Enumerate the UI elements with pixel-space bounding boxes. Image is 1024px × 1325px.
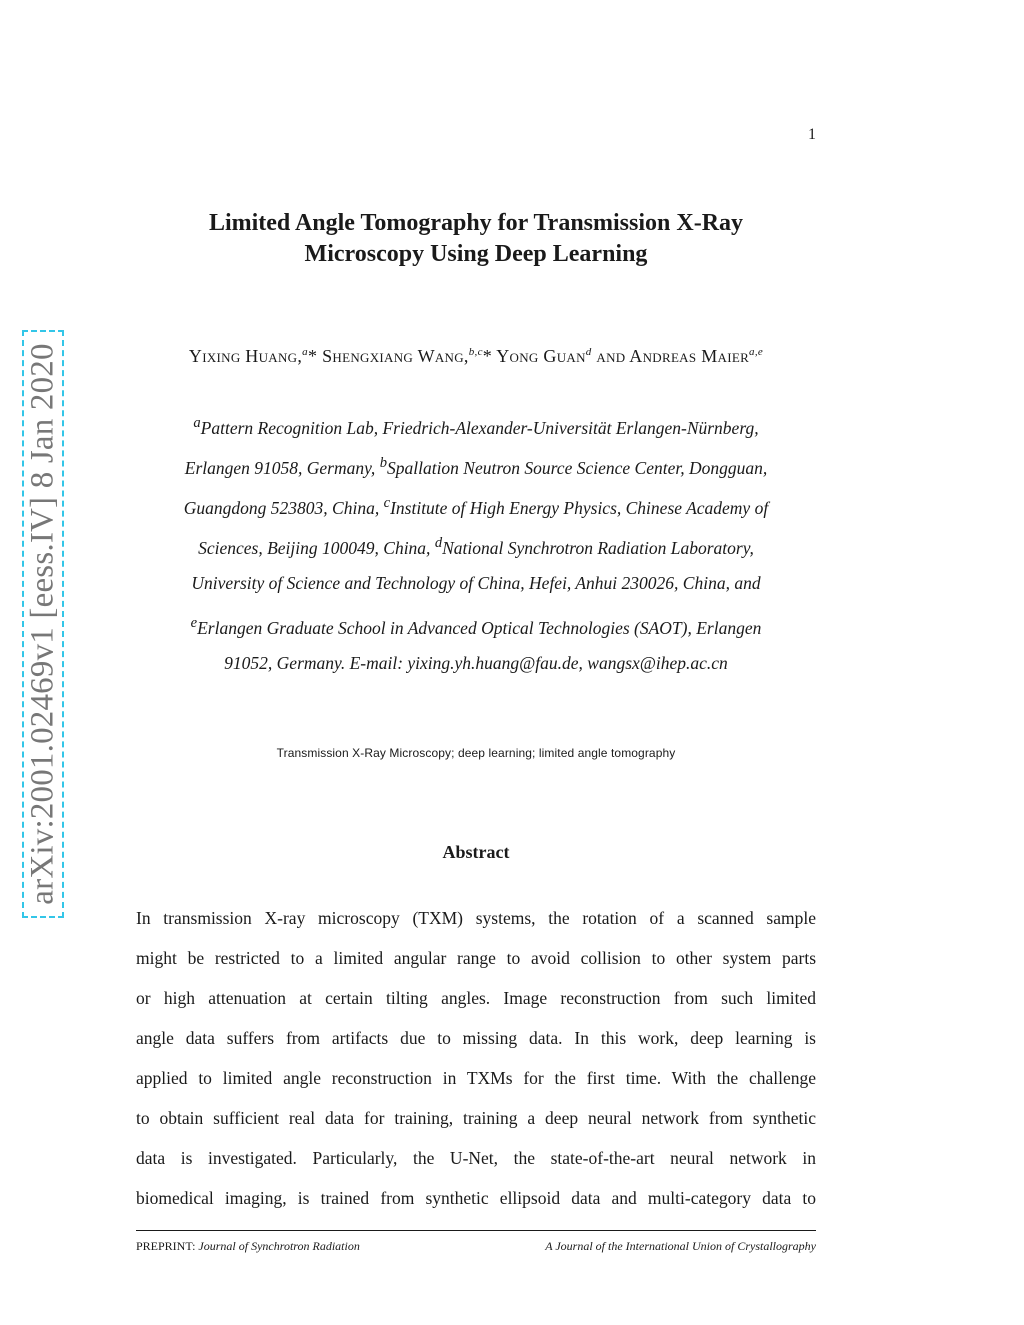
corresponding-mark: *	[307, 346, 318, 366]
author-connector: and	[596, 346, 626, 366]
affiliation-mark: d	[434, 535, 443, 551]
journal-union: A Journal of the International Union of Crystallography	[545, 1239, 816, 1253]
abstract-line: might be restricted to a limited angular range to avoid collision to other system parts	[136, 948, 816, 968]
affiliation-text: Institute of High Energy Physics, Chinese Academy of	[390, 497, 769, 518]
footer-rule	[136, 1230, 816, 1231]
affiliation-prefix: Erlangen 91058, Germany,	[184, 457, 380, 478]
affiliation-line	[136, 445, 816, 485]
abstract-line: or high attenuation at certain tilting angles. Image reconstruction from such limited	[136, 988, 816, 1008]
author-name: Yixing Huang,	[188, 346, 303, 366]
abstract-heading: Abstract	[442, 842, 510, 862]
affiliation-line	[136, 525, 816, 565]
title-line-2: Microscopy Using Deep Learning	[304, 241, 648, 267]
affiliation-text: National Synchrotron Radiation Laboratory,	[442, 537, 754, 558]
affiliation-line	[136, 485, 816, 525]
arxiv-stamp	[22, 330, 64, 918]
affiliation-line	[136, 605, 816, 645]
affiliation-mark: e	[190, 615, 198, 631]
author-affiliation-mark: b,c	[468, 346, 483, 358]
abstract-line: biomedical imaging, is trained from synthetic ellipsoid data and multi-category data to	[136, 1188, 816, 1208]
abstract-line: angle data suffers from artifacts due to missing data. In this work, deep learning is	[136, 1028, 816, 1048]
author-name: Andreas Maier	[629, 346, 750, 366]
author-affiliation-mark: d	[585, 346, 592, 358]
corresponding-mark: *	[482, 346, 493, 366]
affiliations-block	[136, 405, 816, 685]
affiliation-mark: b	[379, 455, 387, 471]
abstract-line: In transmission X-ray microscopy (TXM) systems, the rotation of a scanned sample	[136, 908, 816, 928]
affiliation-text: Spallation Neutron Source Science Center, Dongguan,	[386, 457, 768, 478]
preprint-label: PREPRINT:	[136, 1239, 196, 1253]
affiliation-prefix: Guangdong 523803, China,	[183, 497, 384, 518]
affiliation-text: Pattern Recognition Lab, Friedrich-Alexander-Universität Erlangen-Nürnberg,	[200, 417, 759, 438]
abstract-body	[136, 900, 816, 1220]
affiliation-line	[136, 565, 816, 605]
footer-left	[136, 1239, 360, 1254]
author-affiliation-mark: a,e	[749, 346, 764, 358]
author-list	[136, 346, 816, 367]
affiliation-line	[136, 405, 816, 445]
author-affiliation-mark: a	[302, 346, 308, 358]
paper-title	[136, 208, 816, 270]
page-number: 1	[808, 126, 816, 143]
affiliation-line	[136, 645, 816, 685]
title-line-1: Limited Angle Tomography for Transmission X-Ray	[208, 210, 744, 236]
affiliation-prefix: Sciences, Beijing 100049, China,	[198, 537, 435, 558]
affiliation-mark: a	[193, 415, 201, 431]
journal-name: Journal of Synchrotron Radiation	[198, 1239, 360, 1253]
author-name: Shengxiang Wang,	[322, 346, 469, 366]
abstract-line: to obtain sufficient real data for training, training a deep neural network from synthetic	[136, 1108, 816, 1128]
arxiv-identifier: arXiv:2001.02469v1 [eess.IV] 8 Jan 2020	[24, 343, 61, 905]
affiliation-text: University of Science and Technology of China, Hefei, Anhui 230026, China, and	[191, 573, 761, 593]
page-footer	[136, 1239, 816, 1254]
abstract-line: data is investigated. Particularly, the U-Net, the state-of-the-art neural network in	[136, 1148, 816, 1168]
affiliation-text: Erlangen Graduate School in Advanced Optical Technologies (SAOT), Erlangen	[197, 617, 762, 638]
keywords: Transmission X-Ray Microscopy; deep learning; limited angle tomography	[276, 746, 676, 760]
author-name: Yong Guan	[496, 346, 586, 366]
affiliation-mark: c	[383, 495, 391, 511]
affiliation-text: 91052, Germany. E-mail: yixing.yh.huang@fau.de, wangsx@ihep.ac.cn	[224, 653, 728, 673]
abstract-line: applied to limited angle reconstruction in TXMs for the first time. With the challenge	[136, 1068, 816, 1088]
